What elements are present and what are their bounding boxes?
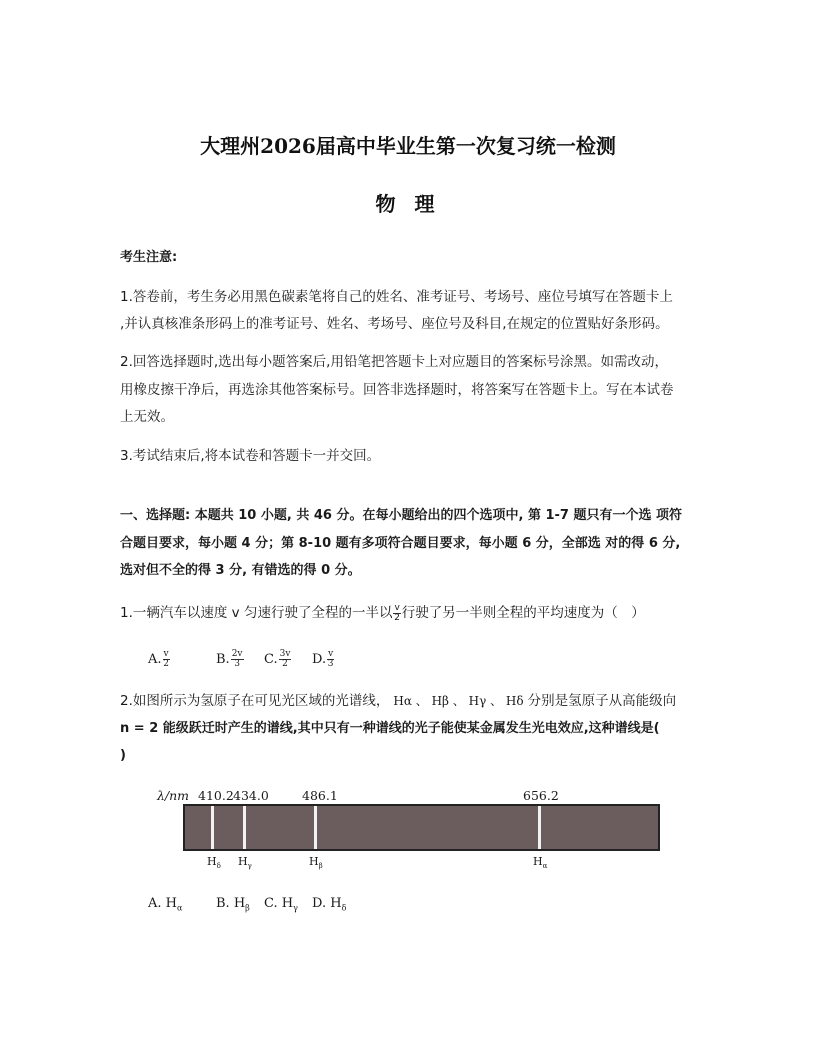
line-label-sub: β <box>318 862 323 871</box>
wavelength-label-434: 434.0 <box>233 788 269 803</box>
fraction-numerator: v <box>394 602 400 613</box>
question-1-option-c[interactable] <box>264 650 292 669</box>
option-label: B. <box>216 652 230 667</box>
spectrum-band <box>183 804 660 851</box>
fraction-numerator: v <box>163 649 169 659</box>
option-subscript: γ <box>293 903 298 913</box>
option-fraction <box>231 650 244 669</box>
question-2-line-3: ) <box>120 748 126 763</box>
question-2-text-b: 分别是氢原子从高能级向 <box>527 693 677 709</box>
option-label: C. <box>264 896 278 911</box>
line-label-h-delta <box>207 855 221 870</box>
fraction-denominator: 2 <box>163 659 169 669</box>
spectrum-axis-label: λ/nm <box>157 788 190 803</box>
question-1-text-before: 1.一辆汽车以速度 v 匀速行驶了全程的一半以 <box>120 605 393 621</box>
option-symbol: H <box>281 896 294 911</box>
line-label-sub: δ <box>216 862 221 871</box>
question-2-symbols: Hα 、 Hβ 、 Hγ 、 Hδ <box>393 694 524 708</box>
spectral-line-h-delta <box>211 806 214 849</box>
wavelength-label-410: 410.2 <box>198 788 234 803</box>
notice-item-2-line-2: 用橡皮擦干净后，再选涂其他答案标号。回答非选择题时，将答案写在答题卡上。写在本试卷 <box>120 382 674 398</box>
option-fraction <box>163 650 170 669</box>
fraction-numerator: v <box>328 649 334 659</box>
notice-item-2-line-3: 上无效。 <box>120 409 174 425</box>
option-label: A. <box>148 896 162 911</box>
section-1-line-2: 合题目要求，每小题 4 分；第 8-10 题有多项符合题目要求，每小题 6 分，全部选 对的得 6 分, <box>120 536 681 551</box>
notice-item-1-line-1: 1.答卷前，考生务必用黑色碳素笔将自己的姓名、准考证号、考场号、座位号填写在答题卡上 <box>120 289 673 305</box>
fraction-numerator: 3v <box>279 649 291 659</box>
option-label: B. <box>216 896 230 911</box>
question-2-option-c[interactable] <box>264 896 298 913</box>
line-label-h-alpha <box>533 855 547 870</box>
option-label: D. <box>312 896 327 911</box>
option-label: C. <box>264 652 278 667</box>
line-label-sub: α <box>542 862 548 871</box>
question-1-stem <box>120 603 645 623</box>
fraction-denominator: 2 <box>394 612 400 623</box>
line-label-base: H <box>238 855 248 868</box>
option-symbol: H <box>233 896 246 911</box>
question-2-option-a[interactable] <box>148 896 182 913</box>
spectral-line-h-alpha <box>538 806 541 849</box>
spectral-line-h-beta <box>314 806 317 849</box>
wavelength-label-656: 656.2 <box>523 788 559 803</box>
line-label-base: H <box>207 855 217 868</box>
question-2-option-b[interactable] <box>216 896 250 913</box>
question-1-option-a[interactable] <box>148 650 171 669</box>
line-label-h-beta <box>309 855 323 870</box>
question-1-option-b[interactable] <box>216 650 245 669</box>
fraction-denominator: 2 <box>282 659 288 669</box>
option-symbol: H <box>165 896 178 911</box>
line-label-sub: γ <box>247 862 252 871</box>
question-1-fraction <box>393 604 400 623</box>
option-label: A. <box>148 652 162 667</box>
option-symbol: H <box>330 896 342 911</box>
wavelength-label-486: 486.1 <box>302 788 338 803</box>
line-label-h-gamma <box>238 855 252 870</box>
notice-item-3: 3.考试结束后,将本试卷和答题卡一并交回。 <box>120 448 381 464</box>
exam-title: 大理州2026届高中毕业生第一次复习统一检测 <box>200 134 616 158</box>
question-2-text-a: 2.如图所示为氢原子在可见光区域的光谱线， <box>120 693 390 709</box>
question-2-line-1 <box>120 691 676 711</box>
notice-item-2-line-1: 2.回答选择题时,选出每小题答案后,用铅笔把答题卡上对应题目的答案标号涂黑。如需改动， <box>120 354 668 370</box>
fraction-numerator: 2v <box>231 649 243 659</box>
option-subscript: α <box>177 903 183 913</box>
option-fraction <box>327 650 334 669</box>
option-fraction <box>279 650 292 669</box>
option-subscript: δ <box>341 903 347 913</box>
fraction-denominator: 3 <box>327 659 334 669</box>
question-1-option-d[interactable] <box>312 650 335 669</box>
line-label-base: H <box>533 855 543 868</box>
notice-item-1-line-2: ,并认真核准条形码上的准考证号、姓名、考场号、座位号及科目,在规定的位置贴好条形码。 <box>120 316 669 332</box>
notice-heading: 考生注意: <box>120 250 178 265</box>
section-1-line-3: 选对但不全的得 3 分, 有错选的得 0 分。 <box>120 563 361 578</box>
question-1-text-after: 行驶了另一半则全程的平均速度为（ ） <box>401 605 645 621</box>
option-label: D. <box>312 652 327 667</box>
question-2-line-2: n = 2 能级跃迁时产生的谱线,其中只有一种谱线的光子能使某金属发生光电效应,这种谱线是( <box>120 721 660 736</box>
option-subscript: β <box>245 903 250 913</box>
section-1-line-1: 一、选择题: 本题共 10 小题, 共 46 分。在每小题给出的四个选项中, 第 1-7 题只有一个选 项符 <box>120 508 683 523</box>
line-label-base: H <box>309 855 319 868</box>
subject-title: 物 理 <box>375 192 441 216</box>
spectral-line-h-gamma <box>243 806 246 849</box>
question-2-option-d[interactable] <box>312 896 346 913</box>
fraction-denominator: 3 <box>234 659 240 669</box>
